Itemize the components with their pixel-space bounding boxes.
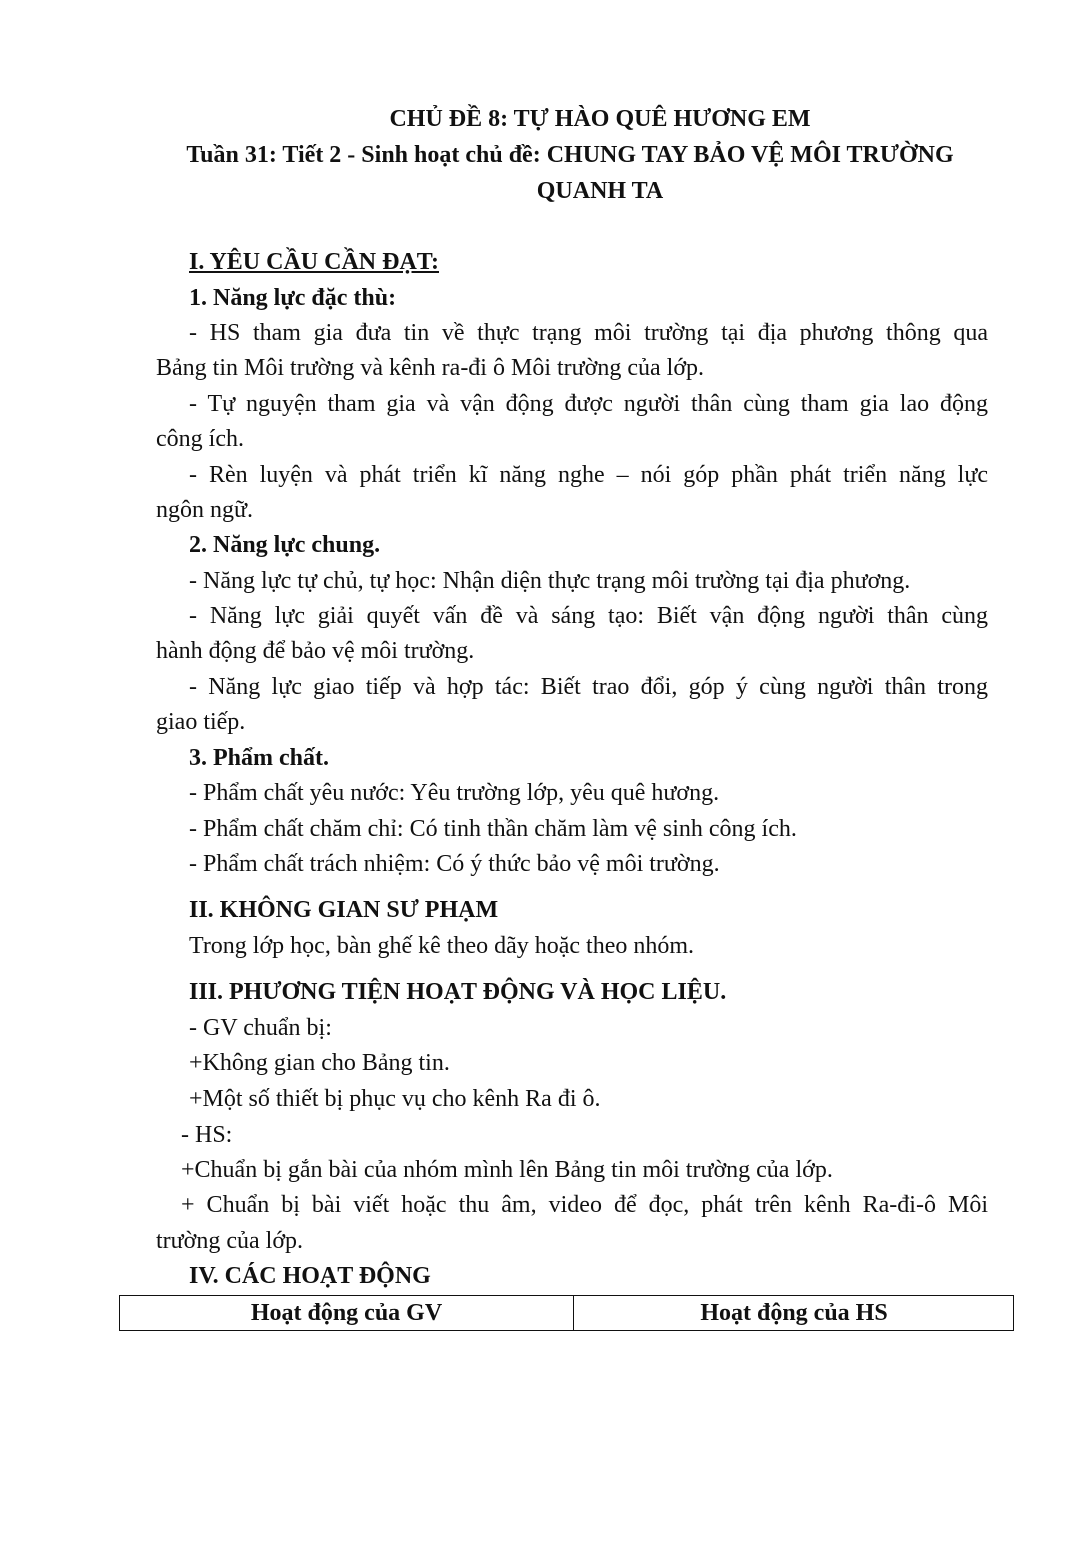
- paragraph-line: - HS:: [181, 1122, 233, 1148]
- paragraph-line: - GV chuẩn bị:: [189, 1015, 332, 1041]
- paragraph-line: Bảng tin Môi trường và kênh ra-đi ô Môi trường của lớp.: [156, 355, 705, 381]
- section-2-heading: II. KHÔNG GIAN SƯ PHẠM: [189, 897, 499, 923]
- section-4-heading: IV. CÁC HOẠT ĐỘNG: [189, 1263, 431, 1289]
- paragraph-line: - Năng lực giao tiếp và hợp tác: Biết trao đổi, góp ý cùng người thân trong: [189, 674, 988, 700]
- section-3-heading: III. PHƯƠNG TIỆN HOẠT ĐỘNG VÀ HỌC LIỆU.: [189, 979, 727, 1005]
- activities-table-header: [119, 1295, 1014, 1331]
- paragraph-line: hành động để bảo vệ môi trường.: [156, 638, 475, 664]
- paragraph-line: +Một số thiết bị phục vụ cho kênh Ra đi ô.: [189, 1086, 601, 1112]
- section-1-heading: I. YÊU CẦU CẦN ĐẠT:: [189, 249, 439, 275]
- subsection-2-heading: 2. Năng lực chung.: [189, 532, 381, 558]
- paragraph-line: Trong lớp học, bàn ghế kê theo dãy hoặc theo nhóm.: [189, 933, 695, 959]
- paragraph-line: - Tự nguyện tham gia và vận động được người thân cùng tham gia lao động: [189, 391, 988, 417]
- paragraph-line: - HS tham gia đưa tin về thực trạng môi trường tại địa phương thông qua: [189, 320, 988, 346]
- paragraph-line: - Năng lực tự chủ, tự học: Nhận diện thực trạng môi trường tại địa phương.: [189, 568, 911, 594]
- subsection-1-heading: 1. Năng lực đặc thù:: [189, 285, 397, 311]
- paragraph-line: +Chuẩn bị gắn bài của nhóm mình lên Bảng tin môi trường của lớp.: [181, 1157, 833, 1183]
- paragraph-line: - Phẩm chất trách nhiệm: Có ý thức bảo vệ môi trường.: [189, 851, 720, 877]
- paragraph-line: giao tiếp.: [156, 709, 246, 735]
- paragraph-line: công ích.: [156, 426, 244, 452]
- paragraph-line: ngôn ngữ.: [156, 497, 254, 523]
- subsection-3-heading: 3. Phẩm chất.: [189, 745, 329, 771]
- paragraph-line: - Rèn luyện và phát triển kĩ năng nghe – nói góp phần phát triển năng lực: [189, 462, 988, 488]
- lesson-title-line2: QUANH TA: [536, 178, 664, 204]
- lesson-title-line1: Tuần 31: Tiết 2 - Sinh hoạt chủ đề: CHUNG TAY BẢO VỆ MÔI TRƯỜNG: [186, 142, 954, 168]
- paragraph-line: + Chuẩn bị bài viết hoặc thu âm, video để đọc, phát trên kênh Ra-đi-ô Môi: [181, 1192, 988, 1218]
- table-header-gv: Hoạt động của GV: [120, 1296, 574, 1330]
- paragraph-line: +Không gian cho Bảng tin.: [189, 1050, 450, 1076]
- topic-title: CHỦ ĐỀ 8: TỰ HÀO QUÊ HƯƠNG EM: [389, 106, 811, 132]
- paragraph-line: - Năng lực giải quyết vấn đề và sáng tạo: Biết vận động người thân cùng: [189, 603, 988, 629]
- paragraph-line: trường của lớp.: [156, 1228, 304, 1254]
- table-header-hs: Hoạt động của HS: [700, 1300, 888, 1326]
- paragraph-line: - Phẩm chất yêu nước: Yêu trường lớp, yêu quê hương.: [189, 780, 720, 806]
- paragraph-line: - Phẩm chất chăm chỉ: Có tinh thần chăm làm vệ sinh công ích.: [189, 816, 797, 842]
